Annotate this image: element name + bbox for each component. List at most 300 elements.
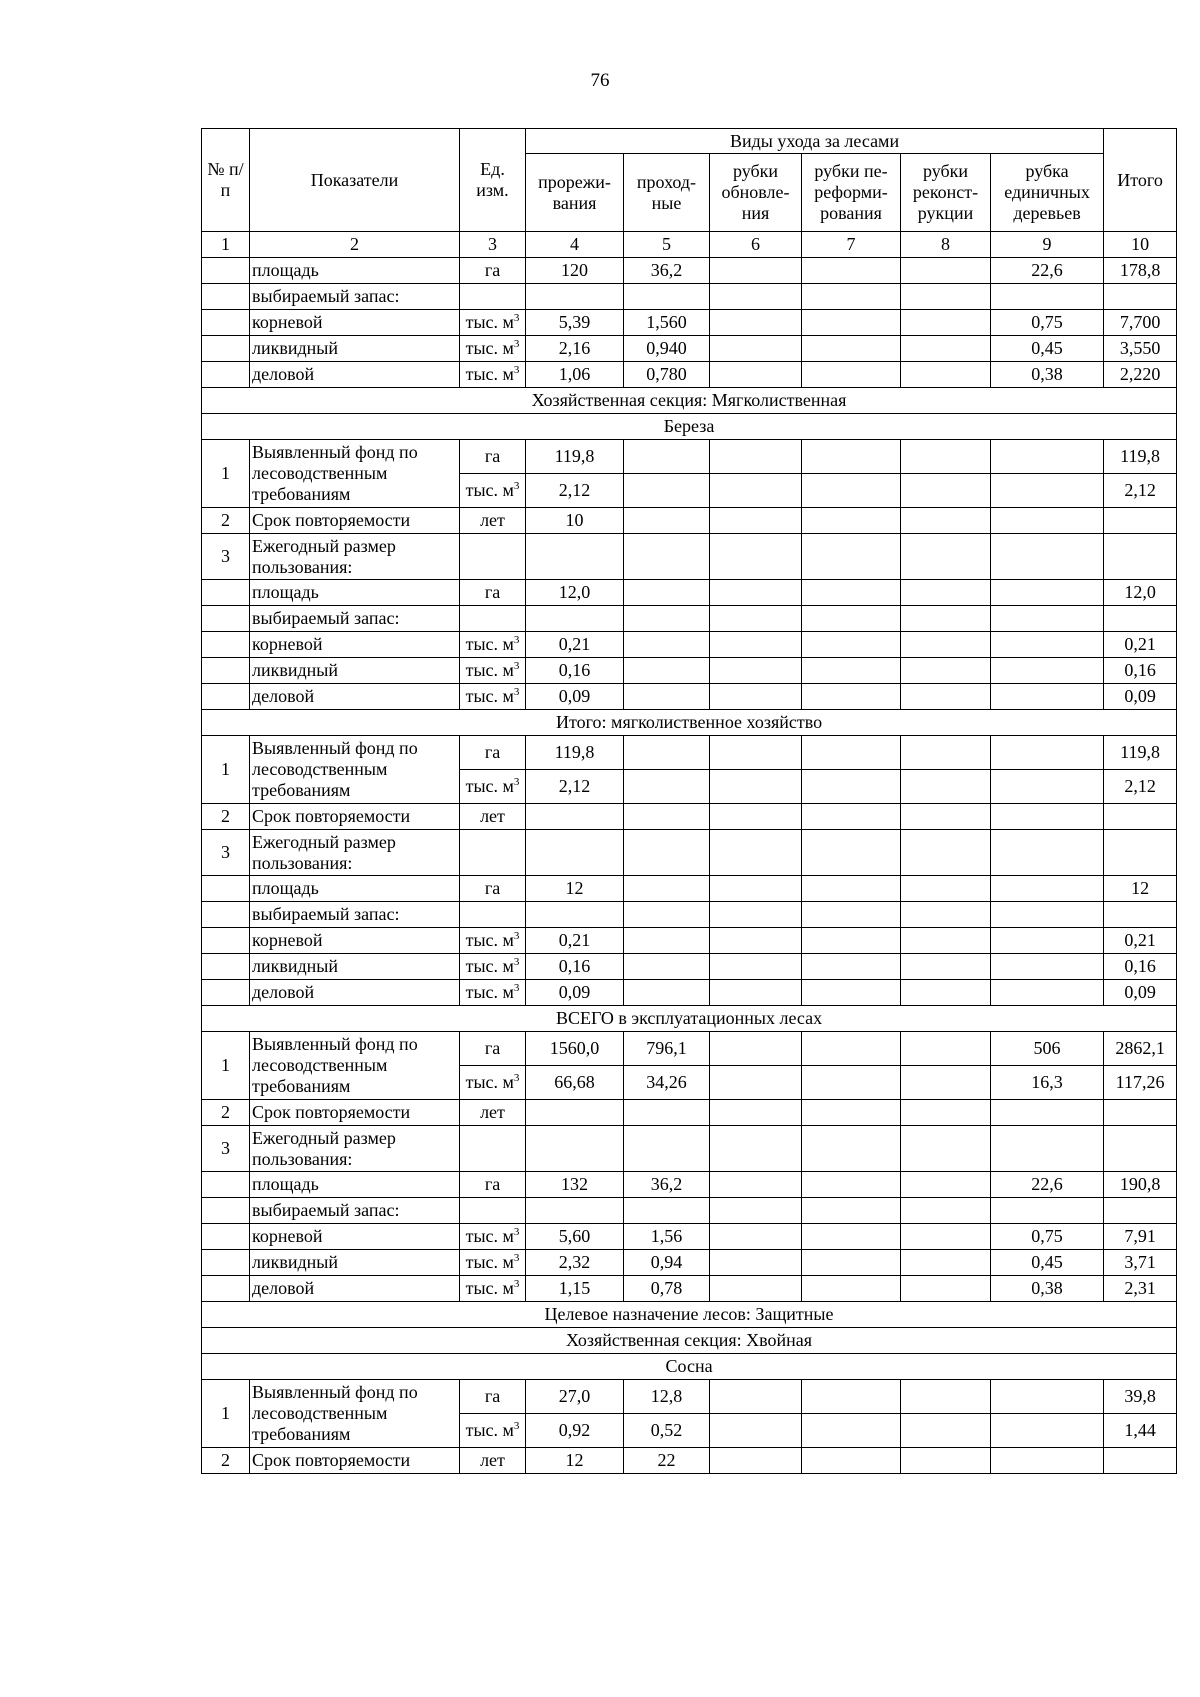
row-label: Ежегодный размер пользования: — [250, 830, 460, 876]
header-reconstruction: рубки реконст-рукции — [901, 154, 991, 232]
value-cell — [710, 632, 802, 658]
value-cell: 22,6 — [991, 258, 1104, 284]
value-cell — [710, 474, 802, 508]
value-cell: 7,91 — [1104, 1224, 1177, 1250]
unit-superscript: 3 — [513, 686, 520, 698]
empty-cell — [802, 1126, 901, 1172]
value-cell — [991, 736, 1104, 770]
value-cell — [802, 658, 901, 684]
index-cell: 10 — [1104, 232, 1177, 258]
value-cell — [901, 1276, 991, 1302]
row-label: площадь — [250, 1172, 460, 1198]
section-header-row — [202, 1302, 1177, 1328]
value-cell — [710, 1100, 802, 1126]
value-cell: 0,45 — [991, 1250, 1104, 1276]
header-total: Итого — [1104, 129, 1177, 232]
value-cell — [710, 954, 802, 980]
value-cell — [802, 1032, 901, 1066]
section-header-row — [202, 388, 1177, 414]
row-number: 1 — [202, 1032, 250, 1100]
table-row — [202, 804, 1177, 830]
unit-cell: га — [460, 736, 526, 770]
value-cell: 0,52 — [624, 1414, 710, 1448]
empty-cell — [991, 606, 1104, 632]
value-cell — [802, 928, 901, 954]
table-row — [202, 954, 1177, 980]
table-row — [202, 606, 1177, 632]
row-label: ликвидный — [250, 1250, 460, 1276]
value-cell — [710, 1448, 802, 1474]
row-number — [202, 284, 250, 310]
unit-cell — [460, 1198, 526, 1224]
row-number: 3 — [202, 534, 250, 580]
empty-cell — [710, 284, 802, 310]
row-number — [202, 684, 250, 710]
index-cell: 4 — [526, 232, 624, 258]
value-cell — [802, 362, 901, 388]
header-passage: проход-ные — [624, 154, 710, 232]
value-cell: 0,16 — [1104, 954, 1177, 980]
unit-cell — [460, 770, 526, 804]
row-label: Выявленный фонд по лесоводственным требованиям — [250, 736, 460, 804]
unit-text: тыс. м — [465, 1072, 514, 1092]
value-cell — [991, 684, 1104, 710]
value-cell: 132 — [526, 1172, 624, 1198]
value-cell: 0,09 — [1104, 980, 1177, 1006]
value-cell — [710, 1032, 802, 1066]
value-cell — [802, 1250, 901, 1276]
value-cell — [1104, 1448, 1177, 1474]
header-unit: Ед. изм. — [460, 129, 526, 232]
value-cell — [526, 1100, 624, 1126]
value-cell — [901, 1224, 991, 1250]
unit-superscript: 3 — [513, 982, 520, 994]
table-row — [202, 1224, 1177, 1250]
unit-cell — [460, 336, 526, 362]
value-cell: 0,94 — [624, 1250, 710, 1276]
value-cell — [710, 804, 802, 830]
header-indicators: Показатели — [250, 129, 460, 232]
value-cell — [710, 928, 802, 954]
unit-superscript: 3 — [513, 1278, 520, 1290]
unit-cell — [460, 284, 526, 310]
value-cell: 22,6 — [991, 1172, 1104, 1198]
unit-text: тыс. м — [465, 312, 514, 332]
unit-superscript: 3 — [513, 634, 520, 646]
unit-cell — [460, 928, 526, 954]
value-cell — [901, 1380, 991, 1414]
value-cell — [802, 1066, 901, 1100]
row-label: корневой — [250, 632, 460, 658]
value-cell — [802, 508, 901, 534]
empty-cell — [526, 1198, 624, 1224]
value-cell — [624, 876, 710, 902]
row-number — [202, 580, 250, 606]
empty-cell — [1104, 902, 1177, 928]
value-cell: 120 — [526, 258, 624, 284]
unit-cell — [460, 954, 526, 980]
value-cell: 2,12 — [1104, 770, 1177, 804]
value-cell — [802, 1276, 901, 1302]
unit-cell — [460, 534, 526, 580]
unit-superscript: 3 — [513, 1420, 520, 1432]
row-label: площадь — [250, 876, 460, 902]
value-cell — [624, 736, 710, 770]
row-label: Выявленный фонд по лесоводственным требованиям — [250, 440, 460, 508]
value-cell — [901, 980, 991, 1006]
value-cell: 0,780 — [624, 362, 710, 388]
value-cell: 0,38 — [991, 1276, 1104, 1302]
row-number: 1 — [202, 736, 250, 804]
value-cell: 0,21 — [1104, 632, 1177, 658]
value-cell — [710, 876, 802, 902]
value-cell — [802, 336, 901, 362]
unit-superscript: 3 — [513, 480, 520, 492]
index-cell: 3 — [460, 232, 526, 258]
value-cell: 27,0 — [526, 1380, 624, 1414]
section-title: Итого: мягколиственное хозяйство — [202, 710, 1177, 736]
value-cell: 119,8 — [1104, 736, 1177, 770]
empty-cell — [526, 534, 624, 580]
row-number — [202, 928, 250, 954]
value-cell: 0,21 — [526, 928, 624, 954]
index-cell: 7 — [802, 232, 901, 258]
empty-cell — [802, 830, 901, 876]
value-cell — [624, 474, 710, 508]
unit-cell — [460, 830, 526, 876]
table-row — [202, 1448, 1177, 1474]
value-cell: 796,1 — [624, 1032, 710, 1066]
unit-superscript: 3 — [513, 1252, 520, 1264]
value-cell — [710, 736, 802, 770]
value-cell — [901, 474, 991, 508]
value-cell: 2,16 — [526, 336, 624, 362]
value-cell — [802, 474, 901, 508]
row-label: деловой — [250, 684, 460, 710]
value-cell — [802, 440, 901, 474]
unit-cell — [460, 474, 526, 508]
value-cell — [624, 980, 710, 1006]
table-row — [202, 684, 1177, 710]
value-cell — [991, 1414, 1104, 1448]
value-cell — [710, 258, 802, 284]
empty-cell — [710, 902, 802, 928]
table-row — [202, 310, 1177, 336]
empty-cell — [901, 1198, 991, 1224]
value-cell: 1560,0 — [526, 1032, 624, 1066]
empty-cell — [710, 1198, 802, 1224]
unit-text: тыс. м — [465, 1278, 514, 1298]
section-title: Сосна — [202, 1354, 1177, 1380]
unit-text: тыс. м — [465, 338, 514, 358]
value-cell — [802, 954, 901, 980]
empty-cell — [802, 534, 901, 580]
value-cell: 36,2 — [624, 258, 710, 284]
row-label: площадь — [250, 258, 460, 284]
value-cell — [901, 258, 991, 284]
value-cell: 7,700 — [1104, 310, 1177, 336]
row-label: выбираемый запас: — [250, 284, 460, 310]
empty-cell — [526, 902, 624, 928]
value-cell — [802, 1100, 901, 1126]
table-row — [202, 658, 1177, 684]
value-cell — [802, 1224, 901, 1250]
value-cell — [901, 1066, 991, 1100]
unit-cell — [460, 362, 526, 388]
row-number: 2 — [202, 1448, 250, 1474]
value-cell: 2,12 — [526, 770, 624, 804]
row-number — [202, 336, 250, 362]
value-cell: 22 — [624, 1448, 710, 1474]
row-number — [202, 954, 250, 980]
empty-cell — [802, 284, 901, 310]
empty-cell — [526, 284, 624, 310]
empty-cell — [802, 1198, 901, 1224]
row-number — [202, 1276, 250, 1302]
table-row — [202, 440, 1177, 474]
section-header-row — [202, 710, 1177, 736]
empty-cell — [526, 830, 624, 876]
value-cell — [991, 876, 1104, 902]
header-index-row — [202, 232, 1177, 258]
unit-cell — [460, 606, 526, 632]
value-cell — [624, 508, 710, 534]
unit-cell — [460, 310, 526, 336]
empty-cell — [1104, 606, 1177, 632]
empty-cell — [624, 284, 710, 310]
row-number — [202, 362, 250, 388]
empty-cell — [1104, 1198, 1177, 1224]
value-cell: 1,560 — [624, 310, 710, 336]
value-cell — [710, 508, 802, 534]
value-cell — [624, 928, 710, 954]
value-cell: 1,44 — [1104, 1414, 1177, 1448]
empty-cell — [901, 284, 991, 310]
value-cell: 12 — [1104, 876, 1177, 902]
unit-cell: га — [460, 1172, 526, 1198]
value-cell — [802, 1172, 901, 1198]
header-care-types: Виды ухода за лесами — [526, 129, 1104, 154]
value-cell: 0,940 — [624, 336, 710, 362]
value-cell — [1104, 1100, 1177, 1126]
empty-cell — [901, 830, 991, 876]
value-cell — [901, 928, 991, 954]
value-cell — [901, 1172, 991, 1198]
table-row — [202, 508, 1177, 534]
value-cell — [901, 1100, 991, 1126]
empty-cell — [710, 606, 802, 632]
row-label: Выявленный фонд по лесоводственным требованиям — [250, 1032, 460, 1100]
unit-cell — [460, 658, 526, 684]
unit-cell: лет — [460, 1448, 526, 1474]
empty-cell — [991, 1198, 1104, 1224]
value-cell: 0,16 — [1104, 658, 1177, 684]
unit-superscript: 3 — [513, 1072, 520, 1084]
row-number — [202, 658, 250, 684]
value-cell: 2,12 — [1104, 474, 1177, 508]
table-row — [202, 284, 1177, 310]
unit-text: тыс. м — [465, 1420, 514, 1440]
value-cell: 0,75 — [991, 310, 1104, 336]
row-label: Срок повторяемости — [250, 508, 460, 534]
value-cell — [901, 440, 991, 474]
value-cell — [991, 1380, 1104, 1414]
empty-cell — [624, 902, 710, 928]
value-cell: 2,32 — [526, 1250, 624, 1276]
header-reform: рубки пе-реформи-рования — [802, 154, 901, 232]
row-label: ликвидный — [250, 336, 460, 362]
value-cell — [991, 508, 1104, 534]
table-row — [202, 1032, 1177, 1066]
empty-cell — [901, 534, 991, 580]
header-thinning: прорежи-вания — [526, 154, 624, 232]
value-cell: 12,0 — [526, 580, 624, 606]
value-cell — [901, 876, 991, 902]
value-cell — [624, 770, 710, 804]
unit-cell: га — [460, 1032, 526, 1066]
section-header-row — [202, 1328, 1177, 1354]
empty-cell — [1104, 830, 1177, 876]
unit-cell — [460, 1250, 526, 1276]
value-cell: 119,8 — [526, 736, 624, 770]
unit-text: тыс. м — [465, 686, 514, 706]
row-number: 2 — [202, 1100, 250, 1126]
row-label: ликвидный — [250, 658, 460, 684]
value-cell — [624, 804, 710, 830]
value-cell — [901, 362, 991, 388]
empty-cell — [901, 606, 991, 632]
value-cell: 12,0 — [1104, 580, 1177, 606]
value-cell — [710, 310, 802, 336]
value-cell — [802, 804, 901, 830]
value-cell: 0,16 — [526, 658, 624, 684]
table-row — [202, 1198, 1177, 1224]
value-cell: 39,8 — [1104, 1380, 1177, 1414]
unit-cell: га — [460, 876, 526, 902]
table-row — [202, 1172, 1177, 1198]
unit-cell: га — [460, 258, 526, 284]
row-label: выбираемый запас: — [250, 606, 460, 632]
row-label: выбираемый запас: — [250, 1198, 460, 1224]
row-number — [202, 632, 250, 658]
empty-cell — [802, 902, 901, 928]
value-cell: 1,15 — [526, 1276, 624, 1302]
value-cell — [901, 508, 991, 534]
value-cell — [901, 632, 991, 658]
value-cell: 12,8 — [624, 1380, 710, 1414]
table-row — [202, 632, 1177, 658]
index-cell: 8 — [901, 232, 991, 258]
value-cell — [710, 1276, 802, 1302]
empty-cell — [1104, 534, 1177, 580]
row-number: 2 — [202, 508, 250, 534]
value-cell — [901, 1032, 991, 1066]
value-cell: 10 — [526, 508, 624, 534]
section-title: Целевое назначение лесов: Защитные — [202, 1302, 1177, 1328]
row-number — [202, 258, 250, 284]
value-cell: 117,26 — [1104, 1066, 1177, 1100]
value-cell — [991, 804, 1104, 830]
value-cell: 0,09 — [526, 684, 624, 710]
unit-superscript: 3 — [513, 956, 520, 968]
unit-text: тыс. м — [465, 956, 514, 976]
header-row-1 — [202, 129, 1177, 154]
value-cell: 12 — [526, 1448, 624, 1474]
empty-cell — [710, 534, 802, 580]
table-row — [202, 580, 1177, 606]
empty-cell — [991, 284, 1104, 310]
row-label: корневой — [250, 1224, 460, 1250]
row-number: 3 — [202, 1126, 250, 1172]
row-number — [202, 1224, 250, 1250]
unit-text: тыс. м — [465, 364, 514, 384]
unit-cell: га — [460, 580, 526, 606]
empty-cell — [901, 1126, 991, 1172]
unit-cell — [460, 1224, 526, 1250]
value-cell: 2,12 — [526, 474, 624, 508]
value-cell — [710, 1066, 802, 1100]
value-cell — [901, 336, 991, 362]
section-title: Хозяйственная секция: Хвойная — [202, 1328, 1177, 1354]
value-cell: 506 — [991, 1032, 1104, 1066]
unit-text: тыс. м — [465, 634, 514, 654]
unit-superscript: 3 — [513, 776, 520, 788]
unit-superscript: 3 — [513, 364, 520, 376]
value-cell: 119,8 — [1104, 440, 1177, 474]
value-cell: 2,31 — [1104, 1276, 1177, 1302]
value-cell — [624, 1100, 710, 1126]
row-label: ликвидный — [250, 954, 460, 980]
section-title: Береза — [202, 414, 1177, 440]
value-cell: 0,09 — [526, 980, 624, 1006]
value-cell: 0,45 — [991, 336, 1104, 362]
value-cell — [710, 658, 802, 684]
unit-text: тыс. м — [465, 660, 514, 680]
table-row — [202, 258, 1177, 284]
value-cell: 2862,1 — [1104, 1032, 1177, 1066]
table-row — [202, 902, 1177, 928]
value-cell — [991, 474, 1104, 508]
row-number: 1 — [202, 1380, 250, 1448]
empty-cell — [901, 902, 991, 928]
row-number — [202, 980, 250, 1006]
empty-cell — [710, 1126, 802, 1172]
unit-text: тыс. м — [465, 776, 514, 796]
value-cell — [624, 580, 710, 606]
value-cell: 0,09 — [1104, 684, 1177, 710]
empty-cell — [624, 1198, 710, 1224]
value-cell — [710, 980, 802, 1006]
value-cell: 0,21 — [526, 632, 624, 658]
forest-care-table — [201, 128, 1177, 1474]
value-cell — [901, 580, 991, 606]
table-row — [202, 736, 1177, 770]
unit-cell — [460, 1066, 526, 1100]
table-row — [202, 362, 1177, 388]
row-label: Срок повторяемости — [250, 804, 460, 830]
index-cell: 6 — [710, 232, 802, 258]
unit-superscript: 3 — [513, 338, 520, 350]
index-cell: 1 — [202, 232, 250, 258]
value-cell — [710, 1250, 802, 1276]
value-cell — [710, 1414, 802, 1448]
row-number — [202, 310, 250, 336]
value-cell: 3,71 — [1104, 1250, 1177, 1276]
value-cell — [991, 440, 1104, 474]
value-cell — [802, 684, 901, 710]
unit-cell — [460, 1126, 526, 1172]
value-cell — [802, 1414, 901, 1448]
